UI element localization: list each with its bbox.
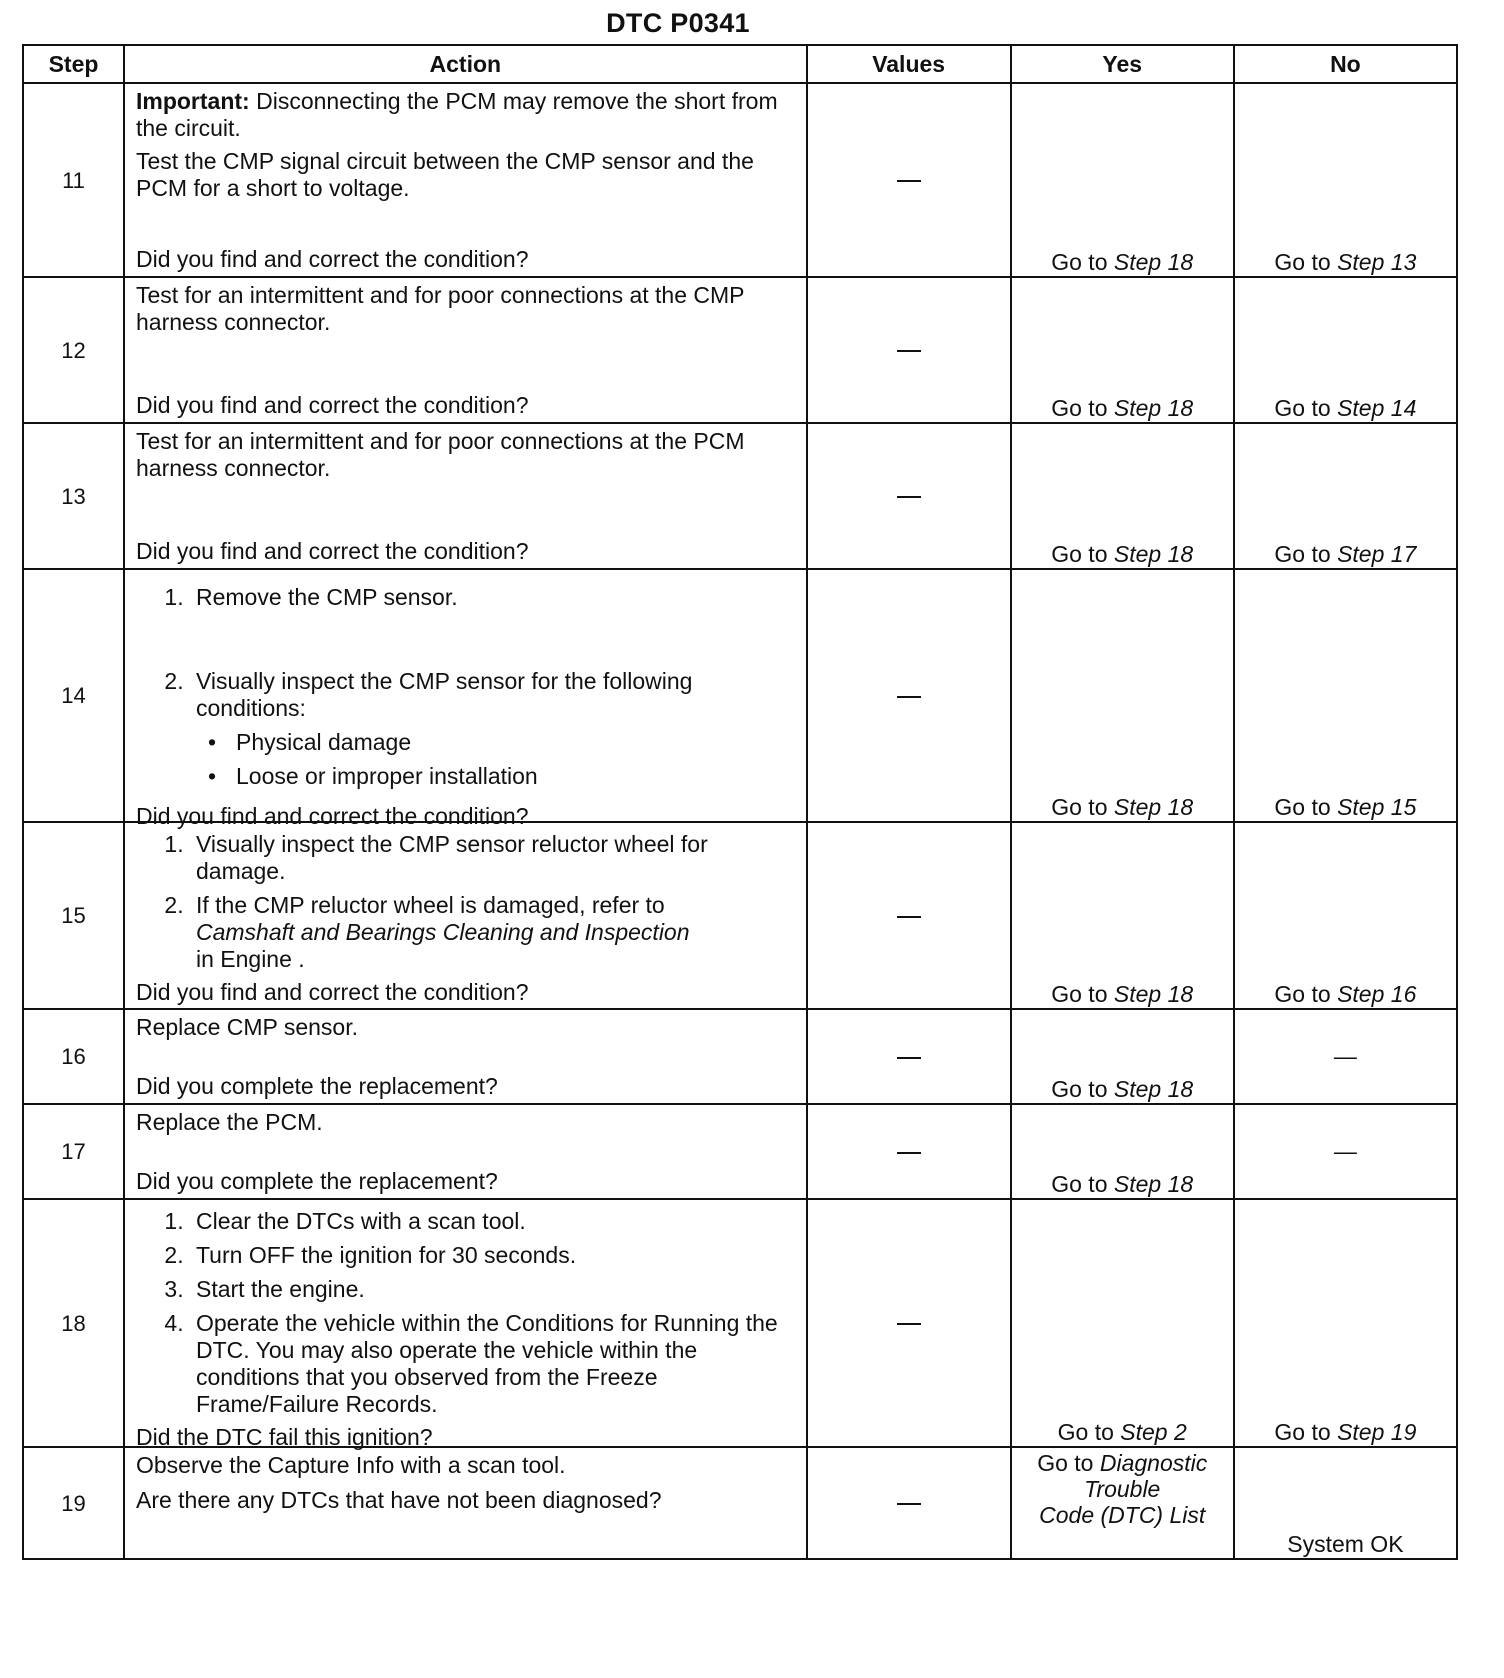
action-cell (124, 1009, 807, 1104)
dash-mark (897, 1323, 921, 1325)
no-goto-label: Go to (1274, 794, 1331, 820)
action-instruction: Test the CMP signal circuit between the CMP sensor and the PCM for a short to voltage. (135, 148, 754, 201)
yes-cell (1011, 822, 1234, 1009)
yes-goto-target: Code (DTC) List (1039, 1502, 1206, 1528)
action-cell (124, 822, 807, 1009)
values-cell (807, 1104, 1011, 1199)
dash-mark (897, 916, 921, 918)
header-action: Action (124, 45, 807, 83)
action-question: Did you find and correct the condition? (135, 246, 529, 272)
no-goto-label: Go to (1274, 541, 1331, 567)
important-label: Important: (135, 88, 250, 114)
yes-goto-label: Go to (1051, 395, 1108, 421)
dash-mark (897, 1503, 921, 1505)
table-row-step-13 (23, 423, 1457, 569)
step-number: 13 (23, 423, 124, 569)
no-cell: System OK (1234, 1447, 1457, 1559)
action-steps (136, 584, 798, 797)
no-goto-target: Step 14 (1337, 395, 1417, 421)
action-instruction: Test for an intermittent and for poor connections at the PCM harness connector. (135, 428, 745, 481)
yes-goto-label: Go to (1051, 981, 1108, 1007)
action-question: Did you complete the replacement? (135, 1168, 498, 1194)
action-question: Did the DTC fail this ignition? (135, 1424, 433, 1450)
action-cell (124, 1447, 807, 1559)
dash-mark (897, 350, 921, 352)
list-item: 2. Turn OFF the ignition for 30 seconds. (190, 1242, 798, 1269)
action-cell (124, 1104, 807, 1199)
reference-link[interactable]: Camshaft and Bearings Cleaning and Inspection (195, 919, 690, 945)
no-goto-target: Step 15 (1337, 794, 1417, 820)
yes-cell (1011, 569, 1234, 822)
table-row-step-14 (23, 569, 1457, 822)
yes-goto-label: Go to (1051, 541, 1108, 567)
step-number: 14 (23, 569, 124, 822)
table-row-step-11 (23, 83, 1457, 277)
table-row-step-17 (23, 1104, 1457, 1199)
yes-goto-target: Diagnostic (1099, 1450, 1208, 1476)
condition-bullets (196, 729, 798, 790)
list-item-text: Visually inspect the CMP sensor for the following conditions: (195, 668, 693, 721)
step-number: 11 (23, 83, 124, 277)
table-row-step-18 (23, 1199, 1457, 1447)
list-item: 1. Remove the CMP sensor. (190, 584, 798, 611)
yes-goto-target: Step 18 (1113, 395, 1194, 421)
values-cell (807, 277, 1011, 423)
action-question: Did you find and correct the condition? (135, 392, 529, 418)
no-goto-label: Go to (1274, 395, 1331, 421)
no-goto-label: Go to (1274, 981, 1331, 1007)
important-note (136, 88, 798, 142)
list-item (190, 892, 798, 973)
action-question: Did you find and correct the condition? (135, 538, 529, 564)
list-item-suffix: in Engine . (195, 946, 305, 972)
important-text: Disconnecting the PCM may remove the short from the circuit. (135, 88, 778, 141)
table-row-step-16 (23, 1009, 1457, 1104)
header-row (23, 45, 1457, 83)
header-step: Step (23, 45, 124, 83)
no-cell (1234, 1199, 1457, 1447)
yes-cell (1011, 1009, 1234, 1104)
action-question: Are there any DTCs that have not been diagnosed? (135, 1487, 662, 1513)
step-number: 16 (23, 1009, 124, 1104)
list-item: 3. Start the engine. (190, 1276, 798, 1303)
list-item (190, 668, 798, 790)
diagnostic-table (22, 44, 1458, 1560)
yes-cell (1011, 83, 1234, 277)
no-goto-target: Step 19 (1337, 1419, 1417, 1445)
yes-goto-target: Step 18 (1113, 249, 1194, 275)
action-steps (136, 1208, 798, 1418)
values-cell (807, 83, 1011, 277)
yes-goto-target: Step 18 (1113, 794, 1194, 820)
values-cell (807, 1199, 1011, 1447)
list-item: 1. Clear the DTCs with a scan tool. (190, 1208, 798, 1235)
no-goto-label: Go to (1274, 249, 1331, 275)
no-goto-label: Go to (1274, 1419, 1331, 1445)
no-goto-target: Step 16 (1337, 981, 1417, 1007)
dash-mark (897, 1057, 921, 1059)
header-no: No (1234, 45, 1457, 83)
dash-mark (897, 496, 921, 498)
step-number: 19 (23, 1447, 124, 1559)
yes-goto-label: Go to (1051, 1076, 1108, 1102)
yes-cell (1011, 1199, 1234, 1447)
list-item: 1. Visually inspect the CMP sensor reluctor wheel for damage. (190, 831, 798, 885)
no-cell (1234, 822, 1457, 1009)
action-cell (124, 277, 807, 423)
yes-cell (1011, 277, 1234, 423)
action-cell (124, 83, 807, 277)
yes-goto-label: Go to (1057, 1419, 1114, 1445)
yes-goto-target: Step 2 (1120, 1419, 1187, 1445)
yes-goto-target: Step 18 (1113, 981, 1194, 1007)
yes-goto-label: Go to (1051, 794, 1108, 820)
dash-mark (897, 1152, 921, 1154)
yes-goto-block (1037, 1450, 1207, 1528)
yes-goto-target: Step 18 (1113, 1171, 1194, 1197)
values-cell (807, 1447, 1011, 1559)
action-instruction: Replace the PCM. (135, 1109, 323, 1135)
action-cell (124, 1199, 807, 1450)
action-instruction: Replace CMP sensor. (135, 1014, 358, 1040)
bullet-item: • Loose or improper installation (230, 763, 798, 790)
table-row-step-19 (23, 1447, 1457, 1559)
no-cell (1234, 277, 1457, 423)
action-cell (124, 569, 807, 829)
values-cell (807, 423, 1011, 569)
yes-goto-label: Go to (1051, 249, 1108, 275)
yes-cell (1011, 423, 1234, 569)
list-item: 4. Operate the vehicle within the Conditions for Running the DTC. You may also operate the vehicle within the conditions that you observed from the Freeze Frame/Failure Records. (190, 1310, 798, 1418)
dash-mark (897, 180, 921, 182)
no-goto-target: Step 13 (1337, 249, 1417, 275)
values-cell (807, 822, 1011, 1009)
action-steps (136, 831, 798, 973)
no-cell (1234, 569, 1457, 822)
yes-cell (1011, 1104, 1234, 1199)
header-values: Values (807, 45, 1011, 83)
no-cell: — (1234, 1104, 1457, 1199)
no-cell (1234, 83, 1457, 277)
step-number: 18 (23, 1199, 124, 1447)
no-goto-target: Step 17 (1337, 541, 1417, 567)
header-yes: Yes (1011, 45, 1234, 83)
dash-mark (897, 696, 921, 698)
bullet-item: • Physical damage (230, 729, 798, 756)
page-title: DTC P0341 (606, 8, 750, 38)
action-question: Did you find and correct the condition? (135, 803, 529, 829)
yes-goto-target: Step 18 (1113, 1076, 1194, 1102)
table-row-step-15 (23, 822, 1457, 1009)
yes-goto-label: Go to (1037, 1450, 1094, 1476)
step-number: 17 (23, 1104, 124, 1199)
action-question: Did you find and correct the condition? (135, 979, 529, 1005)
yes-goto-label: Go to (1051, 1171, 1108, 1197)
table-row-step-12 (23, 277, 1457, 423)
action-instruction: Observe the Capture Info with a scan tool. (135, 1452, 566, 1478)
values-cell (807, 1009, 1011, 1104)
yes-goto-target: Step 18 (1113, 541, 1194, 567)
list-item-text: If the CMP reluctor wheel is damaged, refer to (195, 892, 665, 918)
step-number: 15 (23, 822, 124, 1009)
values-cell (807, 569, 1011, 822)
no-cell (1234, 423, 1457, 569)
step-number: 12 (23, 277, 124, 423)
yes-goto-target: Trouble (1084, 1476, 1161, 1502)
yes-cell (1011, 1447, 1234, 1559)
action-question: Did you complete the replacement? (135, 1073, 498, 1099)
no-cell: — (1234, 1009, 1457, 1104)
action-cell (124, 423, 807, 569)
action-instruction: Test for an intermittent and for poor connections at the CMP harness connector. (135, 282, 745, 335)
